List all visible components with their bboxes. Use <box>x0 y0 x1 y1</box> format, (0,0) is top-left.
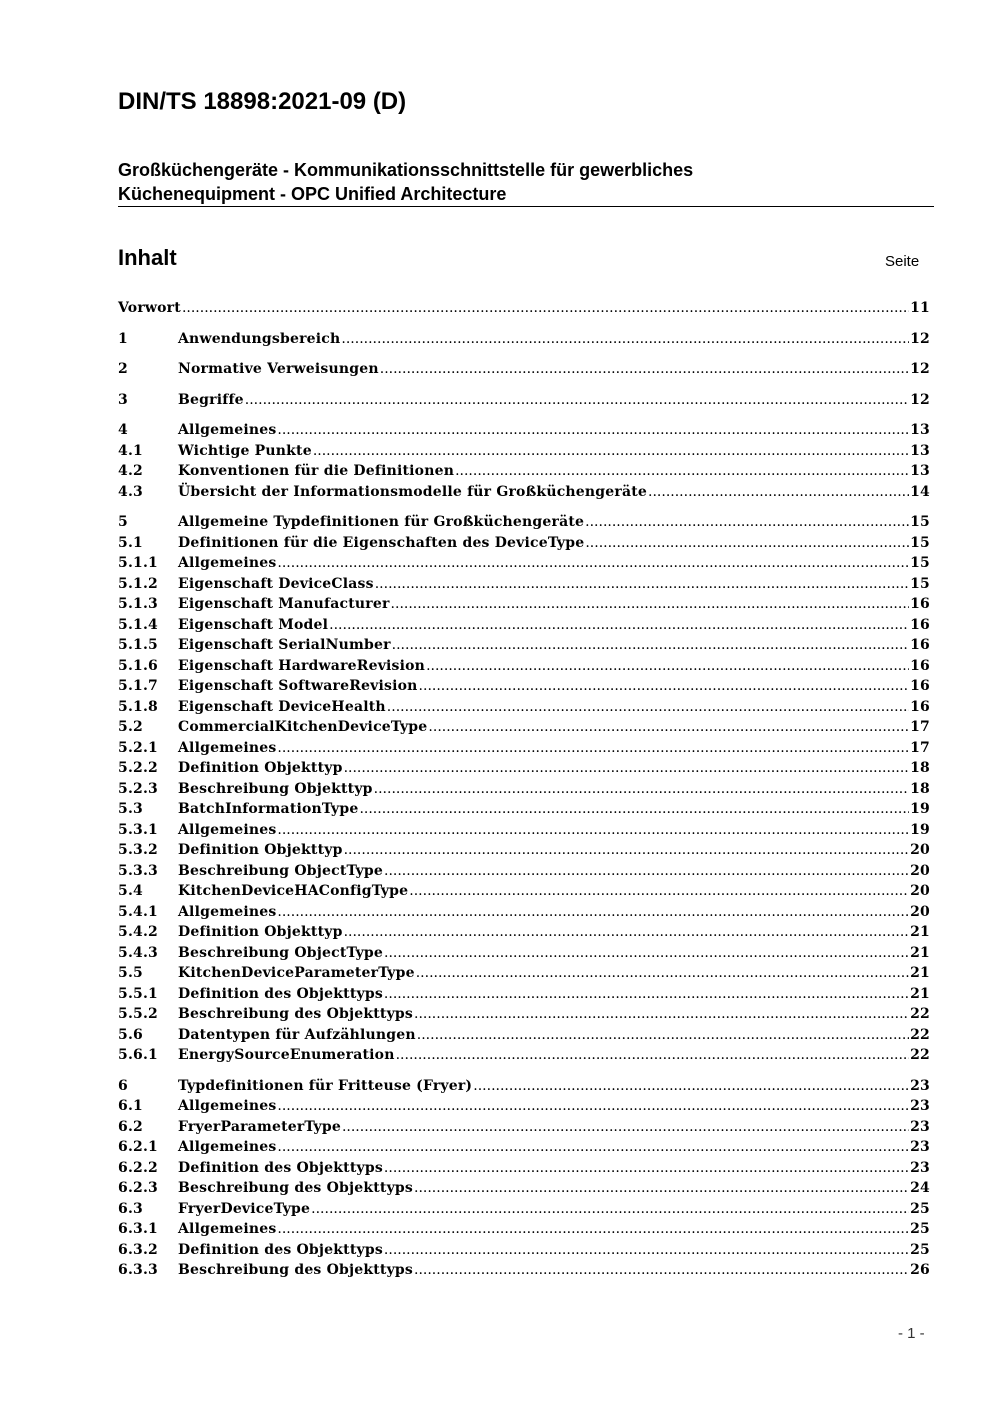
toc-entry-page: 14 <box>910 483 930 500</box>
toc-entry-page: 25 <box>910 1241 930 1258</box>
toc-entry[interactable] <box>118 555 930 576</box>
toc-dot-leader <box>384 945 909 961</box>
toc-entry-title: Beschreibung ObjectType <box>178 944 383 961</box>
toc-entry-title: Beschreibung des Objekttyps <box>178 1006 413 1022</box>
page-number: - 1 - <box>898 1325 925 1342</box>
toc-entry-page: 17 <box>910 719 930 735</box>
toc-dot-leader <box>414 1262 909 1278</box>
subtitle-line-2: Küchenequipment - OPC Unified Architecture <box>118 184 507 204</box>
toc-entry-number: 6.2.2 <box>118 1159 158 1176</box>
toc-entry-title: Beschreibung ObjectType <box>178 862 383 879</box>
toc-entry[interactable] <box>118 801 930 822</box>
toc-entry-page: 21 <box>910 965 930 981</box>
toc-entry-number: 5.1.8 <box>118 698 158 715</box>
toc-entry-title: Allgemeines <box>178 555 277 571</box>
header-divider <box>118 206 934 207</box>
toc-dot-leader <box>585 514 909 530</box>
toc-page-label: Seite <box>885 253 920 270</box>
toc-entry[interactable] <box>118 1180 930 1201</box>
toc-dot-leader <box>391 596 910 612</box>
toc-entry-title: Normative Verweisungen <box>178 361 379 377</box>
toc-entry-page: 20 <box>910 903 930 920</box>
toc-dot-leader <box>392 637 909 653</box>
toc-entry-page: 15 <box>910 514 930 530</box>
toc-heading: Inhalt <box>118 245 177 270</box>
toc-entry-number: 5 <box>118 514 128 530</box>
toc-entry-page: 12 <box>910 391 930 408</box>
toc-entry[interactable] <box>118 392 930 413</box>
toc-entry-page: 12 <box>910 330 930 347</box>
toc-entry-number: 5.1.6 <box>118 657 158 674</box>
toc-entry-page: 25 <box>910 1221 930 1237</box>
toc-entry[interactable] <box>118 781 930 802</box>
toc-dot-leader <box>344 924 910 940</box>
toc-entry-number: 5.2.1 <box>118 739 158 756</box>
toc-dot-leader <box>344 760 910 776</box>
toc-entry[interactable] <box>118 945 930 966</box>
toc-entry-page: 24 <box>910 1180 930 1196</box>
toc-entry-number: 5.6.1 <box>118 1047 158 1063</box>
toc-entry-title: Eigenschaft Model <box>178 616 329 633</box>
toc-entry-page: 23 <box>910 1077 930 1094</box>
toc-entry-number: 3 <box>118 391 128 408</box>
toc-entry-number: 4.3 <box>118 483 143 500</box>
toc-dot-leader <box>414 1006 909 1022</box>
toc-entry[interactable] <box>118 1078 930 1099</box>
toc-entry-number: 4.2 <box>118 463 143 479</box>
toc-entry-title: Allgemeines <box>178 422 277 438</box>
toc-entry-page: 21 <box>910 944 930 961</box>
toc-entry-page: 20 <box>910 883 930 899</box>
toc-entry-number: 2 <box>118 361 128 377</box>
toc-entry[interactable] <box>118 596 930 617</box>
toc-entry-number: 6 <box>118 1077 128 1094</box>
toc-entry-title: KitchenDeviceHAConfigType <box>178 883 409 899</box>
toc-entry[interactable] <box>118 1262 930 1283</box>
toc-entry-number: 1 <box>118 330 128 347</box>
toc-entry[interactable] <box>118 1006 930 1027</box>
toc-entry-title: Eigenschaft Manufacturer <box>178 596 390 612</box>
toc-entry-page: 15 <box>910 534 930 551</box>
toc-entry-page: 22 <box>910 1006 930 1022</box>
toc-dot-leader <box>409 883 909 899</box>
toc-entry-title: Allgemeine Typdefinitionen für Großküchengeräte <box>178 514 585 530</box>
toc-entry[interactable] <box>118 1201 930 1222</box>
toc-entry-number: 5.6 <box>118 1026 143 1043</box>
toc-entry-title: Definition des Objekttyps <box>178 1241 383 1258</box>
toc-entry[interactable] <box>118 1119 930 1140</box>
toc-dot-leader <box>384 986 909 1002</box>
toc-entry[interactable] <box>118 658 930 679</box>
toc-entry-page: 15 <box>910 555 930 571</box>
toc-entry[interactable] <box>118 637 930 658</box>
toc-entry[interactable] <box>118 361 930 382</box>
subtitle-line-1: Großküchengeräte - Kommunikationsschnittstelle für gewerbliches <box>118 160 694 180</box>
toc-entry-title: Eigenschaft HardwareRevision <box>178 657 426 674</box>
toc-dot-leader <box>384 863 909 879</box>
toc-entry-number: 5.3.1 <box>118 821 158 838</box>
toc-entry-page: 15 <box>910 575 930 592</box>
toc-dot-leader <box>182 300 909 316</box>
toc-dot-leader <box>473 1078 909 1094</box>
toc-entry[interactable] <box>118 699 930 720</box>
toc-dot-leader <box>585 535 909 551</box>
toc-entry[interactable] <box>118 463 930 484</box>
toc-entry-number: 5.1.4 <box>118 616 158 633</box>
toc-entry-title: Beschreibung des Objekttyps <box>178 1180 413 1196</box>
toc-entry-number: 5.4 <box>118 883 143 899</box>
toc-entry-page: 13 <box>910 463 930 479</box>
toc-entry-title: Definition des Objekttyps <box>178 985 383 1002</box>
toc-entry-number: 5.1.3 <box>118 596 158 612</box>
toc-entry[interactable] <box>118 1242 930 1263</box>
toc-entry-number: 5.3.3 <box>118 862 158 879</box>
toc-dot-leader <box>341 331 909 347</box>
toc-entry-number: 5.1.1 <box>118 555 158 571</box>
toc-entry-number: 5.5.2 <box>118 1006 158 1022</box>
toc-dot-leader <box>359 801 909 817</box>
toc-entry-page: 22 <box>910 1026 930 1043</box>
toc-entry-page: 22 <box>910 1047 930 1063</box>
toc-entry-page: 16 <box>910 657 930 674</box>
toc-dot-leader <box>455 463 909 479</box>
toc-entry[interactable] <box>118 1221 930 1242</box>
toc-dot-leader <box>277 740 909 756</box>
toc-entry-page: 18 <box>910 780 930 797</box>
table-of-contents <box>118 300 930 1283</box>
toc-entry-title: FryerDeviceType <box>178 1200 311 1217</box>
toc-entry-number: 5.5 <box>118 965 143 981</box>
toc-entry-page: 19 <box>910 801 930 817</box>
toc-entry-number: 5.2.2 <box>118 760 158 776</box>
toc-entry-title: Übersicht der Informationsmodelle für Großküchengeräte <box>178 483 648 500</box>
toc-dot-leader <box>344 842 910 858</box>
toc-entry[interactable] <box>118 842 930 863</box>
toc-dot-leader <box>384 1160 909 1176</box>
toc-dot-leader <box>329 617 909 633</box>
toc-entry-number: 4.1 <box>118 442 143 459</box>
toc-entry-page: 25 <box>910 1200 930 1217</box>
toc-entry-title: Definition Objekttyp <box>178 760 343 776</box>
toc-entry-page: 17 <box>910 739 930 756</box>
toc-entry[interactable] <box>118 617 930 638</box>
toc-dot-leader <box>416 965 909 981</box>
toc-entry[interactable] <box>118 1098 930 1119</box>
toc-entry[interactable] <box>118 904 930 925</box>
toc-entry-page: 26 <box>910 1262 930 1278</box>
toc-entry-page: 13 <box>910 442 930 459</box>
toc-entry[interactable] <box>118 1139 930 1160</box>
toc-entry-number: 6.2 <box>118 1118 143 1135</box>
toc-dot-leader <box>414 1180 909 1196</box>
toc-dot-leader <box>277 555 909 571</box>
toc-dot-leader <box>277 1098 909 1114</box>
toc-entry[interactable] <box>118 986 930 1007</box>
toc-dot-leader <box>384 1242 909 1258</box>
toc-entry[interactable] <box>118 1027 930 1048</box>
toc-dot-leader <box>387 699 909 715</box>
toc-dot-leader <box>396 1047 910 1063</box>
toc-dot-leader <box>417 1027 909 1043</box>
toc-entry-page: 16 <box>910 596 930 612</box>
toc-entry-title: Konventionen für die Definitionen <box>178 463 455 479</box>
toc-dot-leader <box>342 1119 909 1135</box>
document-subtitle <box>118 158 693 206</box>
toc-entry-title: Wichtige Punkte <box>178 442 312 459</box>
toc-entry-title: EnergySourceEnumeration <box>178 1047 395 1063</box>
toc-dot-leader <box>380 361 909 377</box>
toc-entry-number: 6.3.1 <box>118 1221 158 1237</box>
toc-entry[interactable] <box>118 443 930 464</box>
toc-dot-leader <box>277 1221 909 1237</box>
toc-entry-title: Begriffe <box>178 391 244 408</box>
toc-entry-page: 16 <box>910 637 930 653</box>
toc-entry[interactable] <box>118 1047 930 1068</box>
toc-entry-page: 11 <box>910 300 930 316</box>
toc-entry-page: 16 <box>910 616 930 633</box>
toc-entry-title: Eigenschaft DeviceHealth <box>178 698 386 715</box>
toc-entry-number: 6.3.3 <box>118 1262 158 1278</box>
toc-entry-page: 23 <box>910 1139 930 1155</box>
toc-entry-page: 23 <box>910 1159 930 1176</box>
toc-entry-title: BatchInformationType <box>178 801 359 817</box>
toc-entry-page: 23 <box>910 1118 930 1135</box>
toc-dot-leader <box>375 576 909 592</box>
toc-entry-number: 6.3 <box>118 1200 143 1217</box>
toc-entry[interactable] <box>118 514 930 535</box>
toc-entry-number: 6.2.3 <box>118 1180 158 1196</box>
toc-entry[interactable] <box>118 883 930 904</box>
toc-entry[interactable] <box>118 300 930 321</box>
toc-entry-title: Eigenschaft SerialNumber <box>178 637 391 653</box>
toc-entry[interactable] <box>118 422 930 443</box>
toc-entry-number: 5.1.7 <box>118 678 158 694</box>
toc-entry-number: 5.4.3 <box>118 944 158 961</box>
toc-entry-number: 4 <box>118 422 128 438</box>
document-id: DIN/TS 18898:2021-09 (D) <box>118 88 407 115</box>
toc-entry-title: Definition Objekttyp <box>178 924 343 940</box>
toc-entry-number: 5.3 <box>118 801 143 817</box>
toc-entry-number: 5.1.5 <box>118 637 158 653</box>
toc-dot-leader <box>374 781 909 797</box>
toc-entry-title: Definition des Objekttyps <box>178 1159 383 1176</box>
toc-dot-leader <box>277 422 909 438</box>
toc-entry-page: 23 <box>910 1098 930 1114</box>
toc-entry-title: Allgemeines <box>178 1139 277 1155</box>
toc-entry-title: Allgemeines <box>178 1221 277 1237</box>
toc-entry-number: 6.3.2 <box>118 1241 158 1258</box>
toc-entry-title: Anwendungsbereich <box>178 330 341 347</box>
toc-entry-title: Eigenschaft SoftwareRevision <box>178 678 418 694</box>
toc-dot-leader <box>277 822 909 838</box>
toc-entry-title: Eigenschaft DeviceClass <box>178 575 374 592</box>
toc-dot-leader <box>277 1139 909 1155</box>
toc-entry[interactable] <box>118 965 930 986</box>
toc-entry-number: 5.5.1 <box>118 985 158 1002</box>
toc-dot-leader <box>648 484 909 500</box>
toc-entry-title: Allgemeines <box>178 739 277 756</box>
toc-entry-page: 21 <box>910 924 930 940</box>
toc-entry[interactable] <box>118 740 930 761</box>
toc-entry-page: 20 <box>910 862 930 879</box>
toc-entry-number: 5.3.2 <box>118 842 158 858</box>
toc-dot-leader <box>419 678 910 694</box>
toc-entry[interactable] <box>118 678 930 699</box>
toc-dot-leader <box>428 719 909 735</box>
toc-dot-leader <box>313 443 909 459</box>
toc-entry-page: 21 <box>910 985 930 1002</box>
toc-entry[interactable] <box>118 331 930 352</box>
toc-entry-page: 19 <box>910 821 930 838</box>
toc-entry-page: 20 <box>910 842 930 858</box>
toc-entry-title: FryerParameterType <box>178 1118 341 1135</box>
toc-entry-title: Datentypen für Aufzählungen <box>178 1026 416 1043</box>
toc-entry-title: Typdefinitionen für Fritteuse (Fryer) <box>178 1077 473 1094</box>
toc-entry-title: KitchenDeviceParameterType <box>178 965 415 981</box>
toc-entry[interactable] <box>118 822 930 843</box>
toc-entry-number: Vorwort <box>118 300 181 316</box>
toc-entry-number: 5.2.3 <box>118 780 158 797</box>
toc-entry-number: 5.1.2 <box>118 575 158 592</box>
toc-entry-number: 5.1 <box>118 534 143 551</box>
toc-entry[interactable] <box>118 535 930 556</box>
toc-entry-number: 6.1 <box>118 1098 143 1114</box>
toc-entry[interactable] <box>118 719 930 740</box>
toc-entry[interactable] <box>118 484 930 505</box>
toc-entry-title: Allgemeines <box>178 821 277 838</box>
toc-entry-title: CommercialKitchenDeviceType <box>178 719 428 735</box>
toc-entry-number: 5.4.2 <box>118 924 158 940</box>
toc-entry[interactable] <box>118 863 930 884</box>
toc-entry-page: 18 <box>910 760 930 776</box>
toc-entry-title: Beschreibung Objekttyp <box>178 780 373 797</box>
toc-entry[interactable] <box>118 924 930 945</box>
toc-entry-page: 13 <box>910 422 930 438</box>
toc-entry-page: 16 <box>910 678 930 694</box>
toc-entry[interactable] <box>118 576 930 597</box>
toc-dot-leader <box>311 1201 909 1217</box>
toc-entry-title: Allgemeines <box>178 1098 277 1114</box>
toc-entry-number: 5.4.1 <box>118 903 158 920</box>
toc-entry[interactable] <box>118 1160 930 1181</box>
toc-dot-leader <box>245 392 909 408</box>
toc-entry-number: 6.2.1 <box>118 1139 158 1155</box>
toc-entry-title: Beschreibung des Objekttyps <box>178 1262 413 1278</box>
toc-entry-number: 5.2 <box>118 719 143 735</box>
toc-entry-title: Definition Objekttyp <box>178 842 343 858</box>
toc-dot-leader <box>426 658 909 674</box>
toc-entry-title: Allgemeines <box>178 903 277 920</box>
toc-entry-page: 16 <box>910 698 930 715</box>
toc-dot-leader <box>277 904 909 920</box>
toc-entry-page: 12 <box>910 361 930 377</box>
toc-entry[interactable] <box>118 760 930 781</box>
toc-entry-title: Definitionen für die Eigenschaften des DeviceType <box>178 534 585 551</box>
